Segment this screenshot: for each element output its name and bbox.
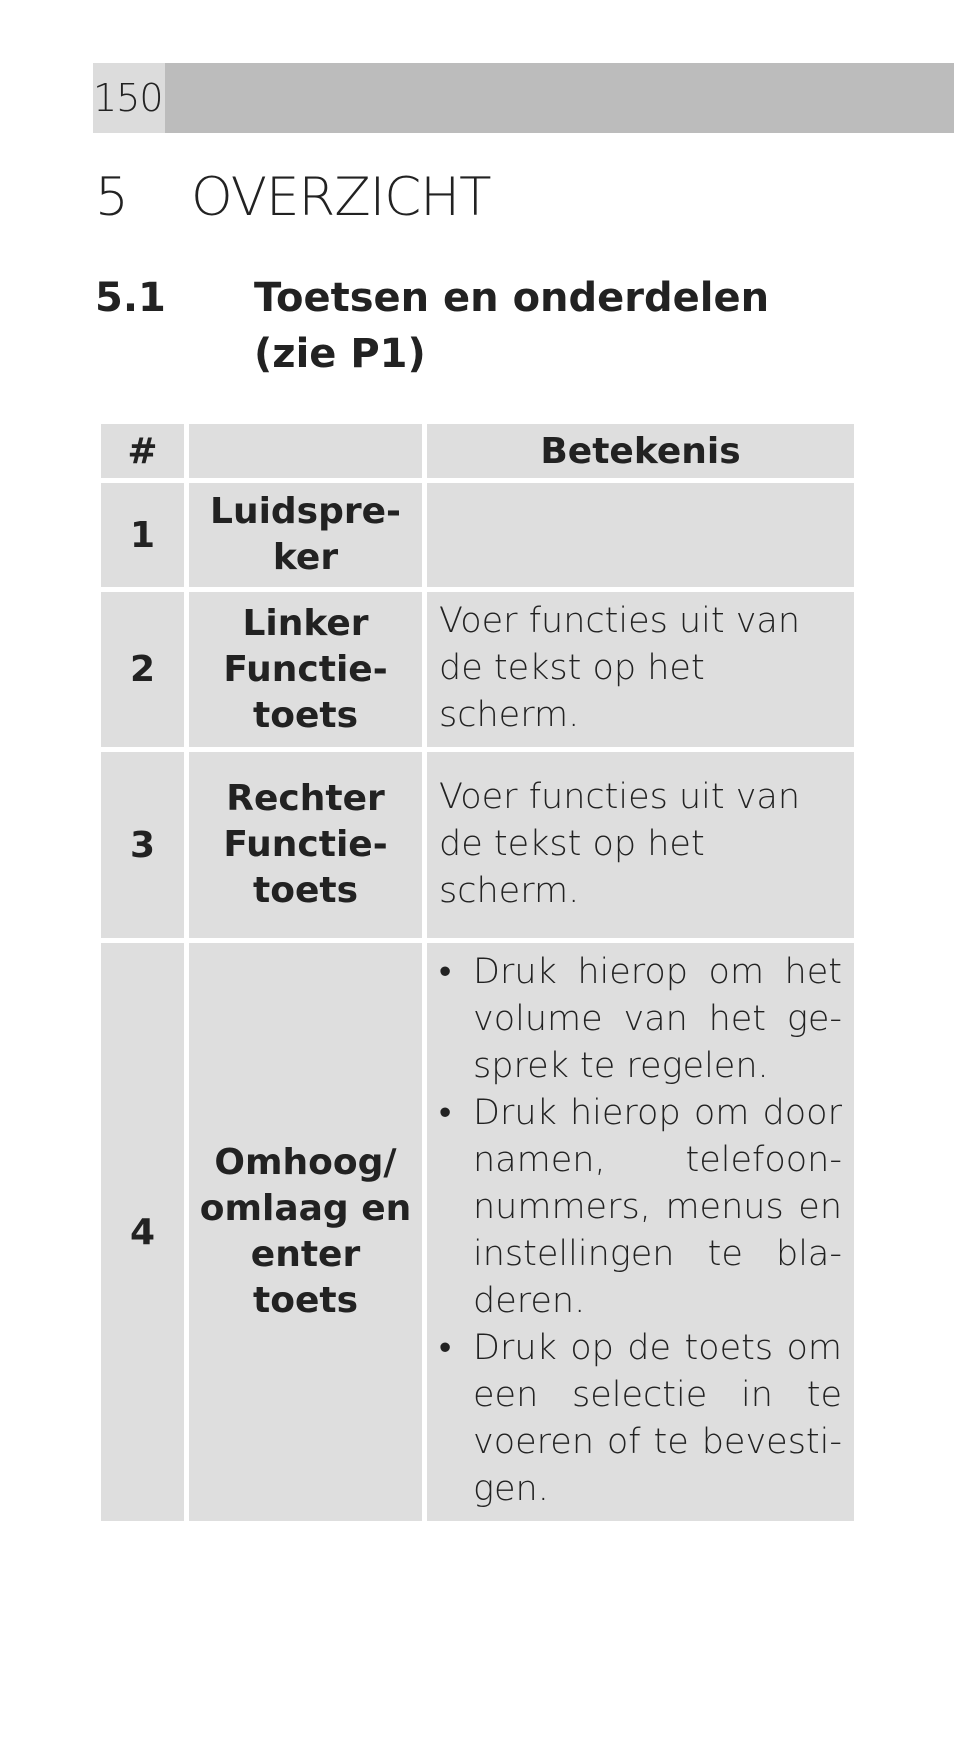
row-description <box>427 483 854 587</box>
table-header-row <box>101 424 854 478</box>
header-number: # <box>101 424 184 478</box>
row-number: 4 <box>101 943 184 1521</box>
part-line: Linker <box>242 602 369 644</box>
row-number: 2 <box>101 592 184 747</box>
row-number: 1 <box>101 483 184 587</box>
chapter-number: 5 <box>95 167 128 228</box>
part-line: omlaag en <box>199 1188 412 1229</box>
row-part <box>189 943 422 1521</box>
bullet-item: • Druk hierop om door namen, telefoon-nummers, menus en instellingen te bla-deren. <box>439 1090 842 1325</box>
row-part <box>189 752 422 938</box>
table-row <box>101 943 854 1521</box>
part-line: Omhoog/ <box>214 1142 397 1183</box>
header-part <box>189 424 422 478</box>
part-line: toets <box>253 694 358 736</box>
bullet-list <box>439 949 842 1513</box>
page-number: 150 <box>93 63 165 133</box>
table-row <box>101 752 854 938</box>
row-number: 3 <box>101 752 184 938</box>
part-line: Functie- <box>223 648 388 690</box>
chapter-heading <box>95 160 491 236</box>
row-part <box>189 483 422 587</box>
section-title-line-2: (zie P1) <box>254 331 426 377</box>
row-description <box>427 943 854 1521</box>
chapter-title: OVERZICHT <box>191 167 491 228</box>
section-number: 5.1 <box>95 275 166 321</box>
row-part <box>189 592 422 747</box>
row-description: Voer functies uit van de tekst op het scherm. <box>427 752 854 938</box>
bullet-item: • Druk op de toets om een selectie in te voeren of te bevesti-gen. <box>439 1325 842 1513</box>
part-line: enter toets <box>250 1234 361 1321</box>
table-row <box>101 483 854 587</box>
header-meaning: Betekenis <box>427 424 854 478</box>
bullet-item: • Druk hierop om het volume van het ge-sprek te regelen. <box>439 949 842 1090</box>
part-line: Functie- <box>223 824 388 865</box>
part-line: ker <box>272 537 339 578</box>
section-title-line-1: Toetsen en onderdelen <box>254 275 770 321</box>
table-row <box>101 592 854 747</box>
section-title <box>254 270 854 382</box>
part-line: toets <box>253 870 358 911</box>
part-line: Rechter <box>226 778 385 819</box>
part-line: Luidspre- <box>210 491 401 532</box>
parts-table <box>96 419 859 1526</box>
page-header-bar <box>93 63 954 133</box>
row-description: Voer functies uit van de tekst op het scherm. <box>427 592 854 747</box>
